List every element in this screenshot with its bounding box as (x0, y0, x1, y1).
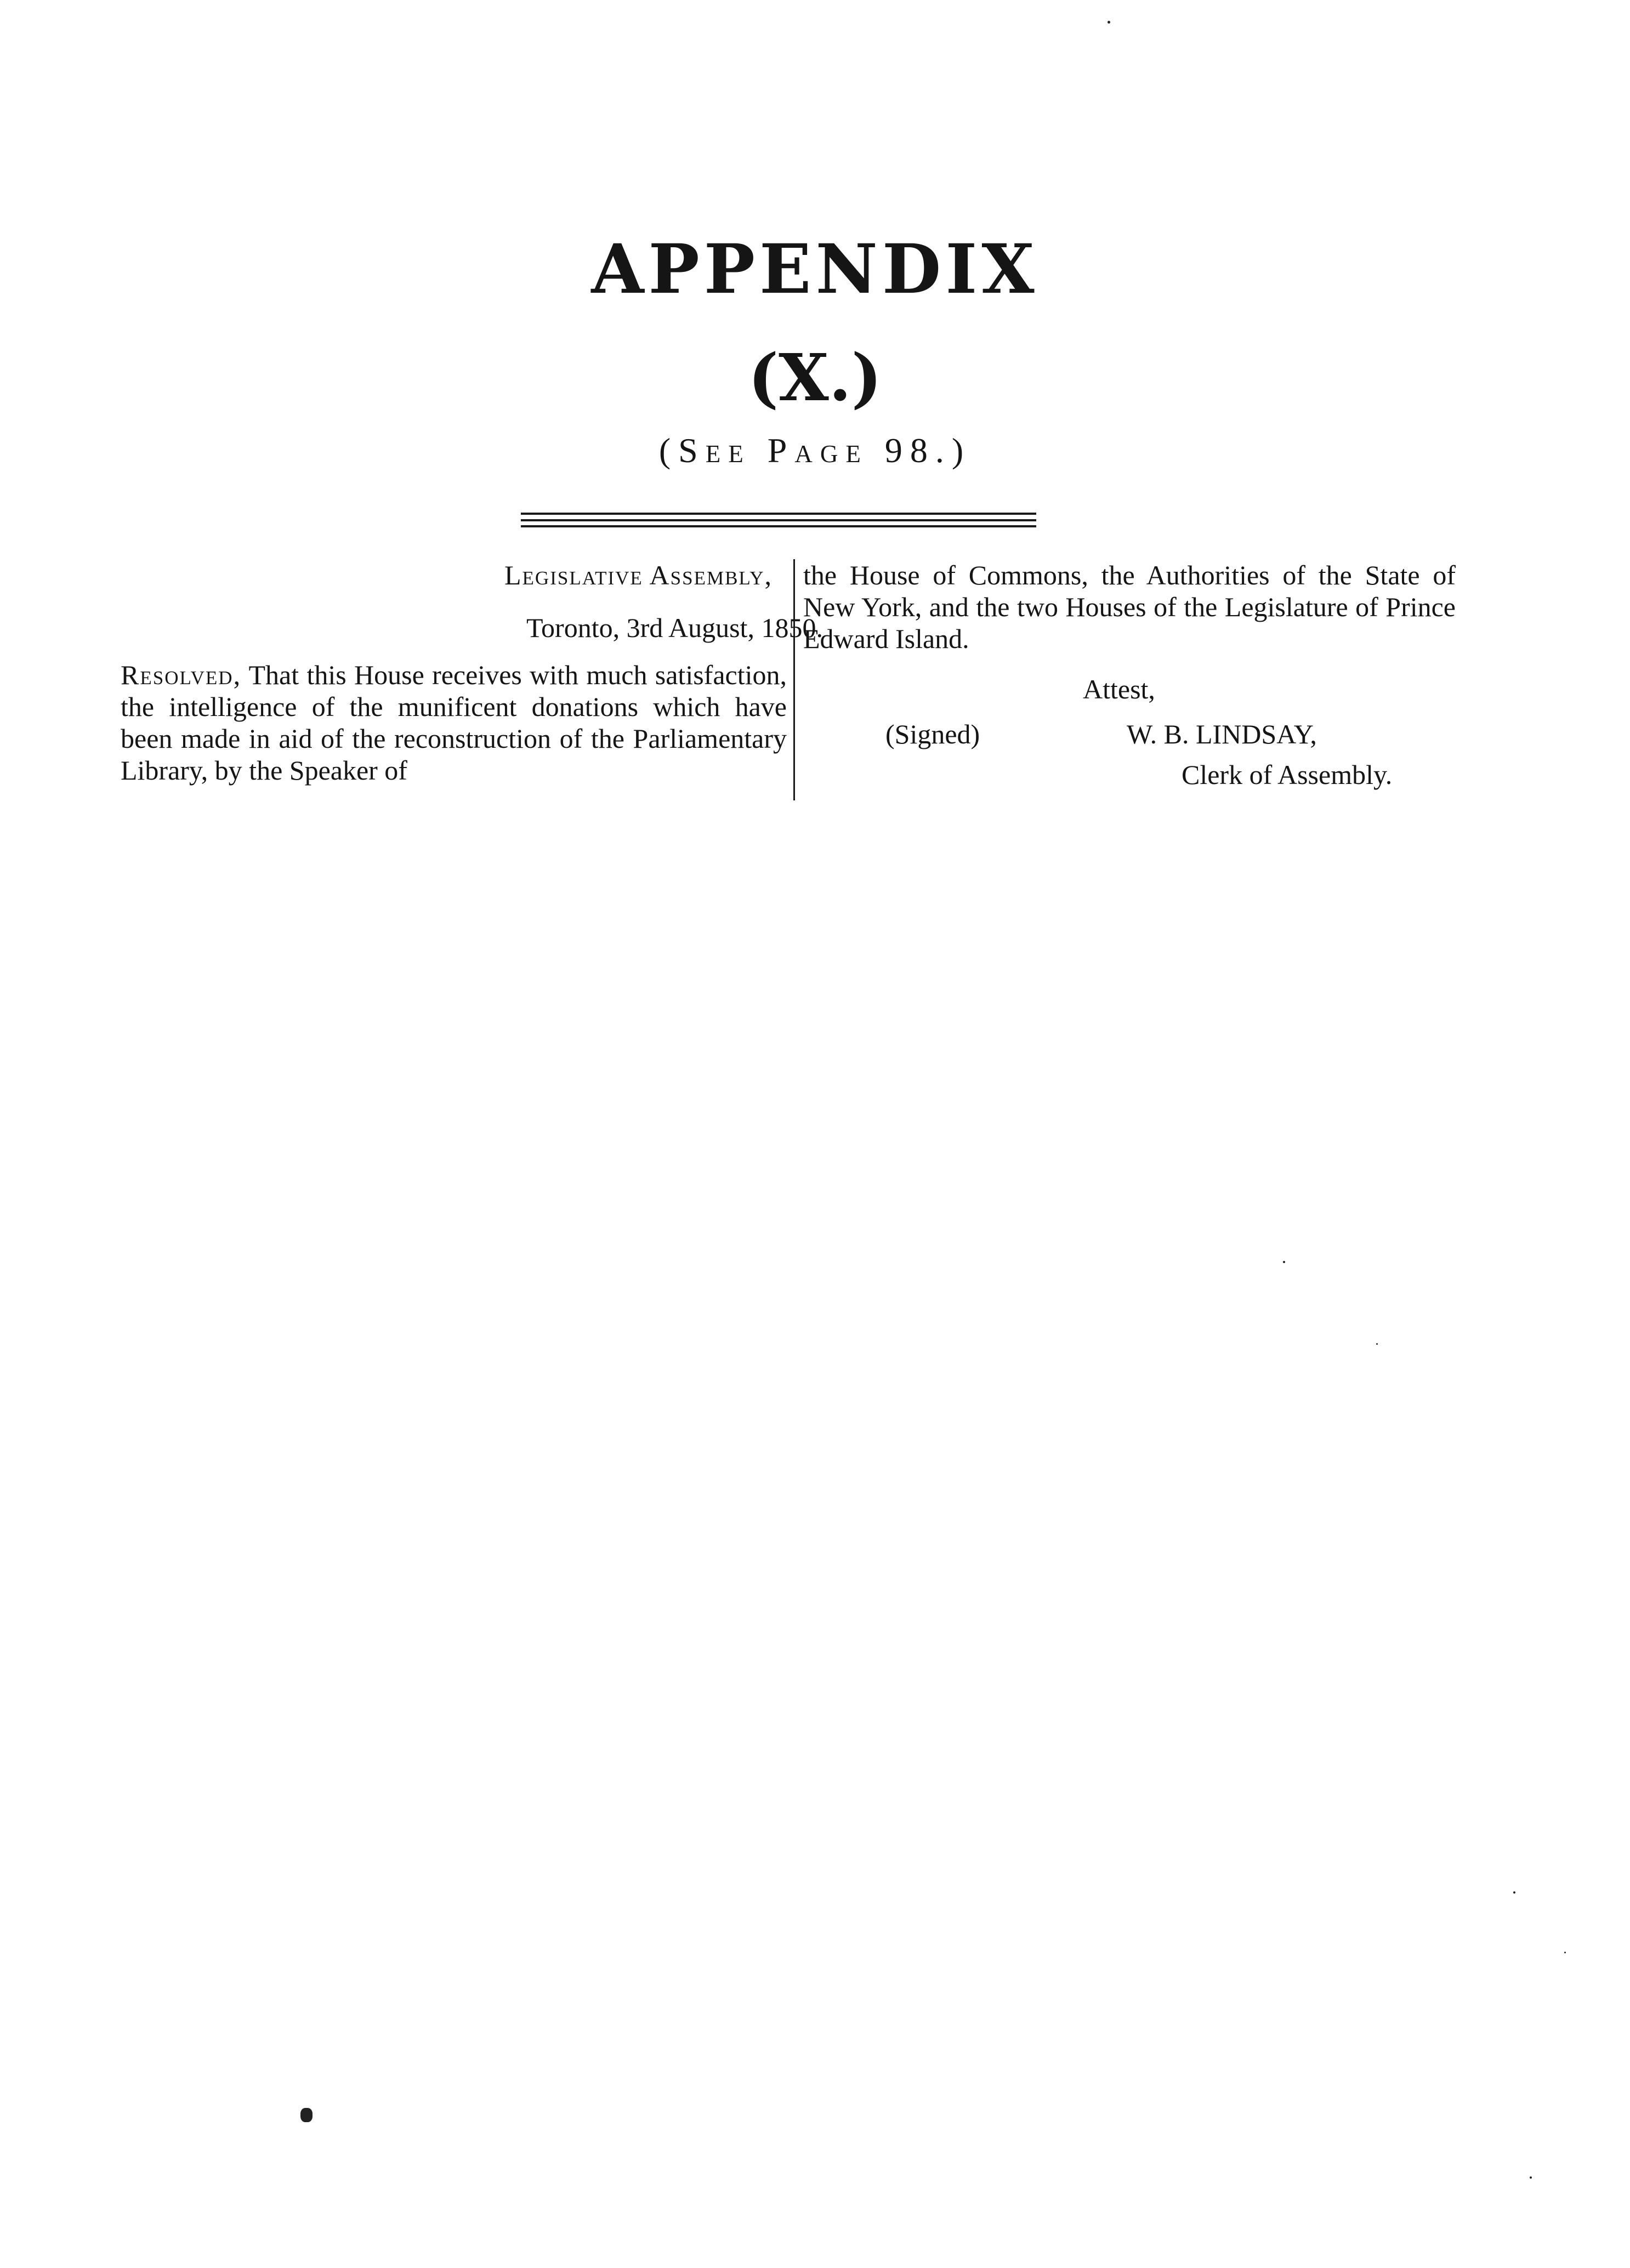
resolved-lead-word: Resolved, (121, 660, 242, 690)
scan-speck (1376, 1343, 1378, 1345)
column-divider (793, 559, 795, 800)
double-rule-top (521, 513, 1036, 515)
page-reference: (See Page 98.) (658, 431, 972, 470)
scan-speck (1513, 1891, 1515, 1894)
resolution-text (121, 659, 787, 786)
signer-title: Clerk of Assembly. (1182, 759, 1393, 790)
scan-speck (1564, 1952, 1566, 1953)
scan-speck (1530, 2176, 1532, 2179)
scan-speck (1108, 21, 1110, 24)
double-rule-middle (521, 519, 1036, 521)
scan-speck (1283, 1261, 1285, 1263)
appendix-title: APPENDIX (591, 230, 1039, 309)
signed-label: (Signed) (885, 719, 980, 749)
double-rule-bottom (521, 525, 1036, 527)
resolution-body: That this House receives with much satisfaction, the intelligence of the munificent donations which have been made in aid of the reconstruction of the Parliamentary Library, by the Speaker of (121, 660, 787, 786)
dateline: Toronto, 3rd August, 1850. (526, 612, 823, 643)
signer-name: W. B. LINDSAY, (1127, 719, 1317, 749)
attest-label: Attest, (1083, 674, 1155, 704)
assembly-heading: Legislative Assembly, (504, 560, 773, 590)
resolution-continuation: the House of Commons, the Authorities of the State of New York, and the two Houses of the Legislature of Prince Edward Island. (803, 560, 1456, 654)
appendix-letter: (X.) (748, 339, 882, 416)
ink-blot (300, 2108, 313, 2122)
